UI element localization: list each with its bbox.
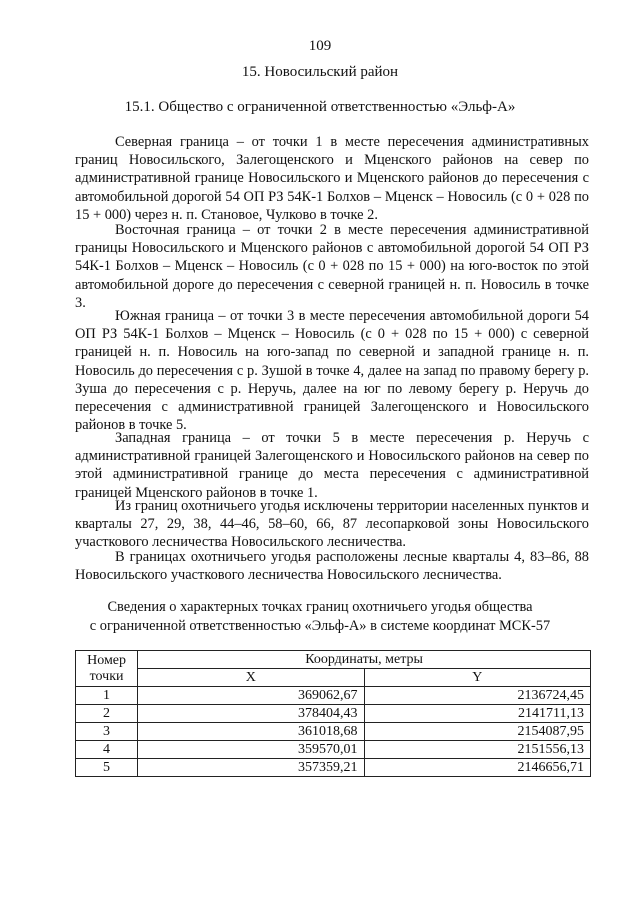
cell-point: 1 [76,687,138,705]
cell-y: 2146656,71 [364,759,590,777]
district-title: 15. Новосильский район [241,64,399,80]
cell-x: 357359,21 [138,759,364,777]
cell-point: 3 [76,723,138,741]
paragraph-forest-quarters: В границах охотничьего угодья расположены лесные кварталы 4, 83–86, 88 Новосильского участкового лесничества Новосильского лесничества. [75,549,589,584]
cell-x: 369062,67 [138,687,364,705]
cell-point: 5 [76,759,138,777]
paragraph-south-border: Южная граница – от точки 3 в месте пересечения автомобильной дороги 54 ОП РЗ 54К-1 Болхов – Мценск – Новосиль (с 0 + 028 по 15 + 000) с северной границей н. п. Новосиль на юго-запад по северной и западной границе н. п. Новосиль до пересечения с р. Зушой в точке 4, далее на запад по правому берегу р. Зуша до пересечения с р. Неручь, далее на юг по левому берегу р. Неручь до пересечения с административной границей Залегощенского и Новосильского районов в точке 5. [75,308,589,434]
header-x: X [138,669,364,687]
header-point-number [76,651,138,687]
paragraph-north-border: Северная граница – от точки 1 в месте пересечения административных границ Новосильского, Залегощенского и Мценского районов на север по административной границе Новосильского и Мценского районов до пересечения с автомобильной дорогой 54 ОП РЗ 54К-1 Болхов – Мценск – Новосиль (с 0 + 028 по 15 + 000) через н. п. Становое, Чулково в точке 2. [75,134,589,223]
table-row [76,759,591,777]
header-point-line2: точки [89,668,124,684]
cell-y: 2141711,13 [364,705,590,723]
header-coordinates: Координаты, метры [138,651,591,669]
table-row [76,705,591,723]
cell-x: 361018,68 [138,723,364,741]
coordinates-table [75,650,591,777]
cell-x: 359570,01 [138,741,364,759]
table-caption [0,598,640,636]
paragraph-exclusions: Из границ охотничьего угодья исключены территории населенных пунктов и кварталы 27, 29, 38, 44–46, 58–60, 66, 87 лесопарковой зоны Новосильского участкового лесничества Новосильского лесничества. [75,498,589,551]
paragraph-east-border: Восточная граница – от точки 2 в месте пересечения административной границы Новосильского и Мценского районов с автомобильной дорогой 54 ОП РЗ 54К-1 Болхов – Мценск – Новосиль (с 0 + 028 по 15 + 000) на юго-восток по этой автомобильной дороге до пересечения с северной границей н. п. Новосиль в точке 3. [75,222,589,311]
cell-y: 2154087,95 [364,723,590,741]
header-y: Y [364,669,590,687]
table-caption-line1: Сведения о характерных точках границ охотничьего угодья общества [107,599,533,615]
table-caption-line2: с ограниченной ответственностью «Эльф-А» в системе координат МСК-57 [89,618,551,634]
header-point-line1: Номер [87,652,127,668]
table-row [76,687,591,705]
page-number: 109 [308,38,332,54]
table-row [76,741,591,759]
cell-x: 378404,43 [138,705,364,723]
cell-point: 2 [76,705,138,723]
paragraph-west-border: Западная граница – от точки 5 в месте пересечения р. Неручь с административной границей Залегощенского и Новосильского районов на север по этой административной границе до места пересечения с административной границей Мценского районов в точке 1. [75,430,589,501]
table-row [76,723,591,741]
cell-point: 4 [76,741,138,759]
cell-y: 2151556,13 [364,741,590,759]
organization-title: 15.1. Общество с ограниченной ответственностью «Эльф-А» [124,99,516,115]
table-subheader-row [76,669,591,687]
cell-y: 2136724,45 [364,687,590,705]
table-header-row [76,651,591,669]
